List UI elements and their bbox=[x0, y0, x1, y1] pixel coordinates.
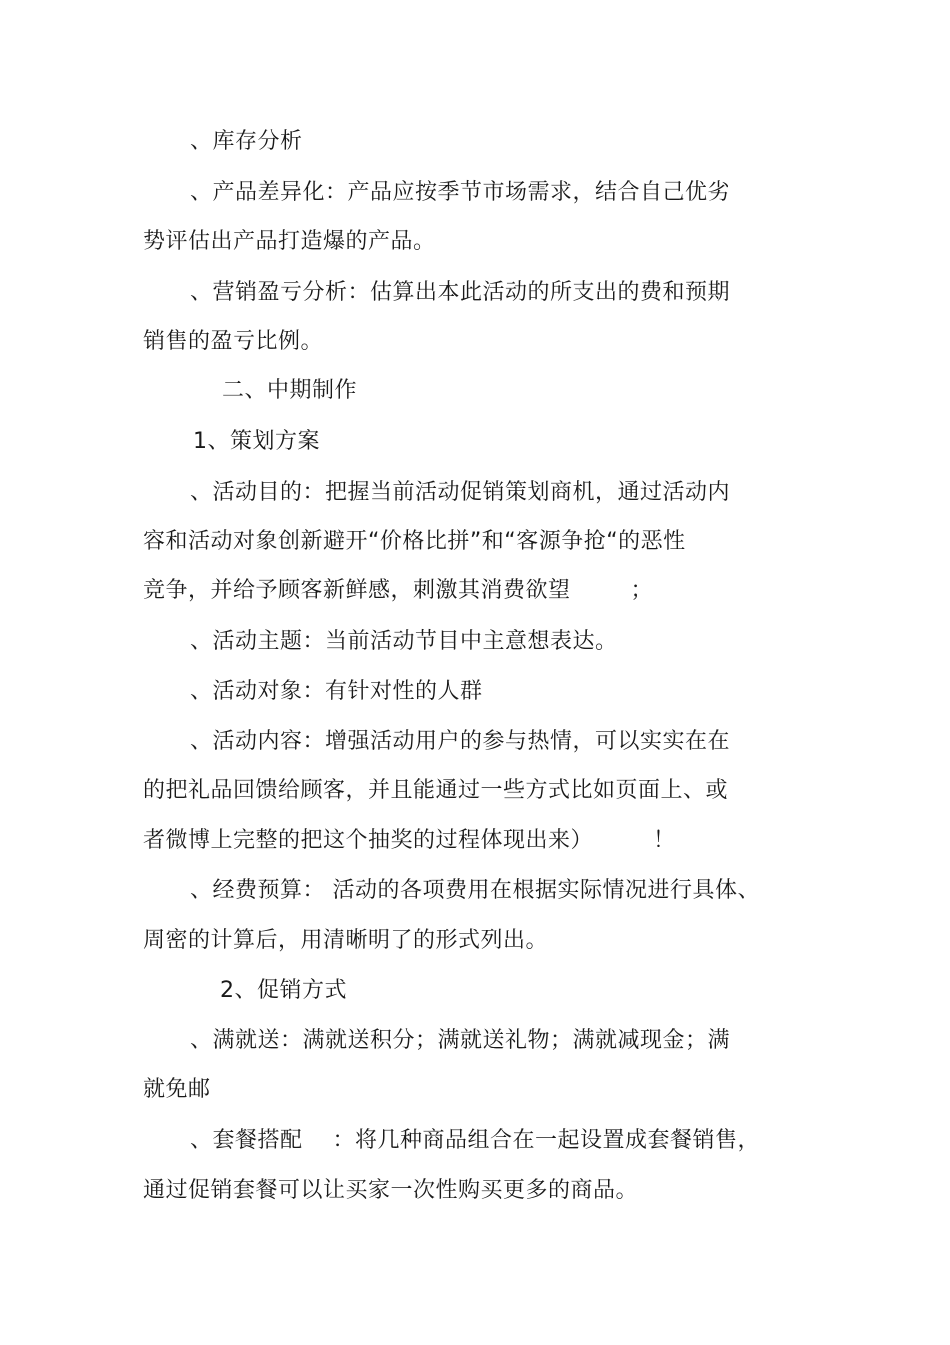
text-line: 者微博上完整的把这个抽奖的过程体现出来） ！ bbox=[143, 828, 676, 853]
text-line: 竞争，并给予顾客新鲜感，刺激其消费欲望 ； bbox=[143, 578, 653, 603]
text-line: 、套餐搭配 ：将几种商品组合在一起设置成套餐销售， bbox=[190, 1128, 760, 1153]
text-line: 的把礼品回馈给顾客，并且能通过一些方式比如页面上、或 bbox=[143, 778, 729, 803]
subsection-heading: 2、促销方式 bbox=[220, 978, 347, 1003]
section-heading: 二、中期制作 bbox=[222, 378, 358, 403]
text-line: 通过促销套餐可以让买家一次性购买更多的商品。 bbox=[143, 1178, 639, 1203]
text-line: 、经费预算： 活动的各项费用在根据实际情况进行具体、 bbox=[190, 878, 760, 903]
text-line: 周密的计算后，用清晰明了的形式列出。 bbox=[143, 928, 549, 953]
text-line: 势评估出产品打造爆的产品。 bbox=[143, 229, 436, 254]
text-line: 、活动对象：有针对性的人群 bbox=[190, 679, 483, 704]
text-line: 就免邮 bbox=[143, 1077, 211, 1102]
text-line: 、满就送：满就送积分；满就送礼物；满就减现金；满 bbox=[190, 1028, 731, 1053]
text-line: 、营销盈亏分析：估算出本此活动的所支出的费和预期 bbox=[190, 280, 731, 305]
text-line: 、库存分析 bbox=[190, 129, 303, 154]
subsection-heading: 1、策划方案 bbox=[193, 429, 320, 454]
text-line: 、活动内容：增强活动用户的参与热情，可以实实在在 bbox=[190, 729, 731, 754]
text-line: 容和活动对象创新避开“价格比拼”和“客源争抢“的恶性 bbox=[143, 529, 686, 554]
text-line: 、产品差异化：产品应按季节市场需求，结合自己优劣 bbox=[190, 180, 731, 205]
text-line: 销售的盈亏比例。 bbox=[143, 329, 324, 354]
text-line: 、活动主题：当前活动节目中主意想表达。 bbox=[190, 629, 618, 654]
text-line: 、活动目的：把握当前活动促销策划商机，通过活动内 bbox=[190, 480, 731, 505]
